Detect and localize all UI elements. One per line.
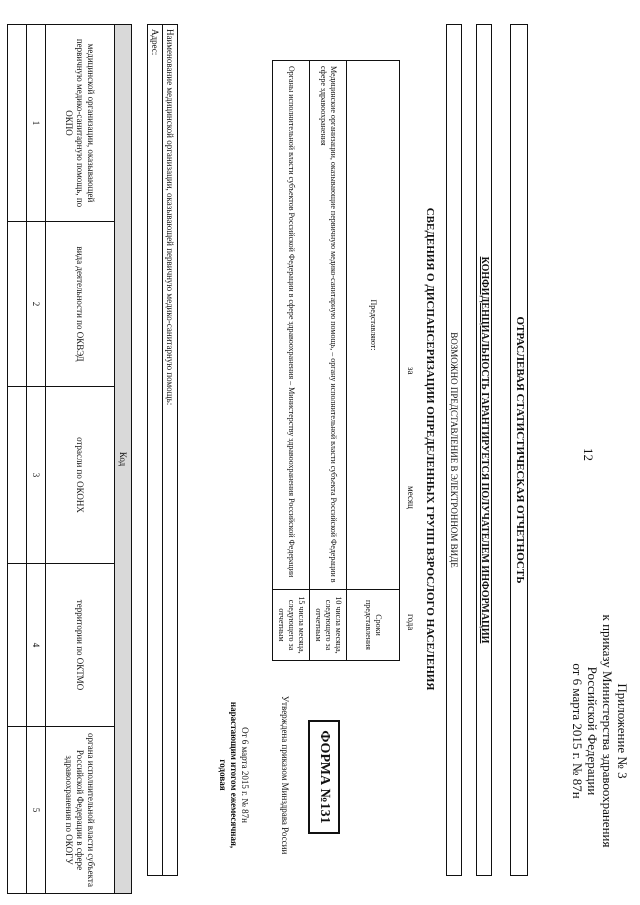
- appendix-block: [570, 581, 630, 881]
- form-frequency: нарастающим итогом ежемесячная, годовая: [218, 701, 239, 849]
- page-number: 12: [581, 448, 596, 461]
- submit-row2-org: Органы исполнительной власти субъектов Российской Федерации в сфере здравоохранения – Министерству здравоохранения Российской Федерации: [273, 61, 310, 590]
- form-number-box: ФОРМА №131: [308, 720, 340, 834]
- code-num-2: 2: [27, 222, 46, 387]
- code-value-4[interactable]: [8, 564, 27, 727]
- approved-date: От 6 марта 2015 г. № 87н: [240, 727, 250, 823]
- code-value-2[interactable]: [8, 222, 27, 387]
- org-address-label: Адрес:: [150, 29, 160, 56]
- submit-row1-org: Медицинские организации, оказывающие первичную медико-санитарную помощь, – органу исполнительной власти субъекта Российской Федерации в сфере здравоохранения: [310, 61, 347, 590]
- submission-table: [272, 60, 400, 661]
- confidentiality-bar: КОНФИДЕНЦИАЛЬНОСТЬ ГАРАНТИРУЕТСЯ ПОЛУЧАТЕЛЕМ ИНФОРМАЦИИ: [476, 24, 492, 876]
- code-col-okonh: отрасли по ОКОНХ: [46, 387, 115, 564]
- form-title: СВЕДЕНИЯ О ДИСПАНСЕРИЗАЦИИ ОПРЕДЕЛЕННЫХ ГРУПП ВЗРОСЛОГО НАСЕЛЕНИЯ: [424, 207, 436, 691]
- appendix-line1: Приложение № 3: [615, 683, 630, 779]
- code-col-okved: вида деятельности по ОКВЭД: [46, 222, 115, 387]
- period-year: года: [406, 614, 416, 631]
- period-za: за: [406, 367, 416, 375]
- code-num-4: 4: [27, 564, 46, 727]
- approved-date-block: [217, 695, 250, 855]
- code-col-okpo: медицинской организации, оказывающей первичную медико-санитарную помощь, по ОКПО: [46, 25, 115, 222]
- code-col-oktmo: территории по ОКТМО: [46, 564, 115, 727]
- code-num-3: 3: [27, 387, 46, 564]
- submit-row2-term: 15 числа месяца, следующего за отчетным: [273, 590, 310, 661]
- code-value-3[interactable]: [8, 387, 27, 564]
- submit-header: Представляют:: [347, 61, 400, 590]
- period-month: месяц: [406, 486, 416, 509]
- electronic-bar: ВОЗМОЖНО ПРЕДСТАВЛЕНИЕ В ЭЛЕКТРОННОМ ВИДЕ: [446, 24, 462, 876]
- submit-row1-term: 10 числа месяца, следующего за отчетным: [310, 590, 347, 661]
- approved-by: Утверждена приказом Минздрава России: [280, 695, 290, 855]
- organization-box: [147, 24, 178, 876]
- appendix-line3: Российской Федерации: [585, 666, 600, 796]
- appendix-line2: к приказу Министерства здравоохранения: [600, 614, 615, 848]
- code-value-1[interactable]: [8, 25, 27, 222]
- codes-header: Код: [115, 25, 132, 894]
- code-num-1: 1: [27, 25, 46, 222]
- org-name-label: Наименование медицинской организации, оказывающей первичную медико-санитарную помощь:: [162, 25, 177, 875]
- code-col-okogu: органа исполнительной власти субъекта Российской Федерации в сфере здравоохранения по ОКОГУ: [46, 727, 115, 894]
- industry-reporting-bar: ОТРАСЛЕВАЯ СТАТИСТИЧЕСКАЯ ОТЧЕТНОСТЬ: [510, 24, 528, 876]
- codes-table: [7, 24, 132, 894]
- appendix-line4: от 6 марта 2015 г. № 87н: [570, 663, 585, 799]
- terms-header: Сроки представления: [347, 590, 400, 661]
- code-value-5[interactable]: [8, 727, 27, 894]
- code-num-5: 5: [27, 727, 46, 894]
